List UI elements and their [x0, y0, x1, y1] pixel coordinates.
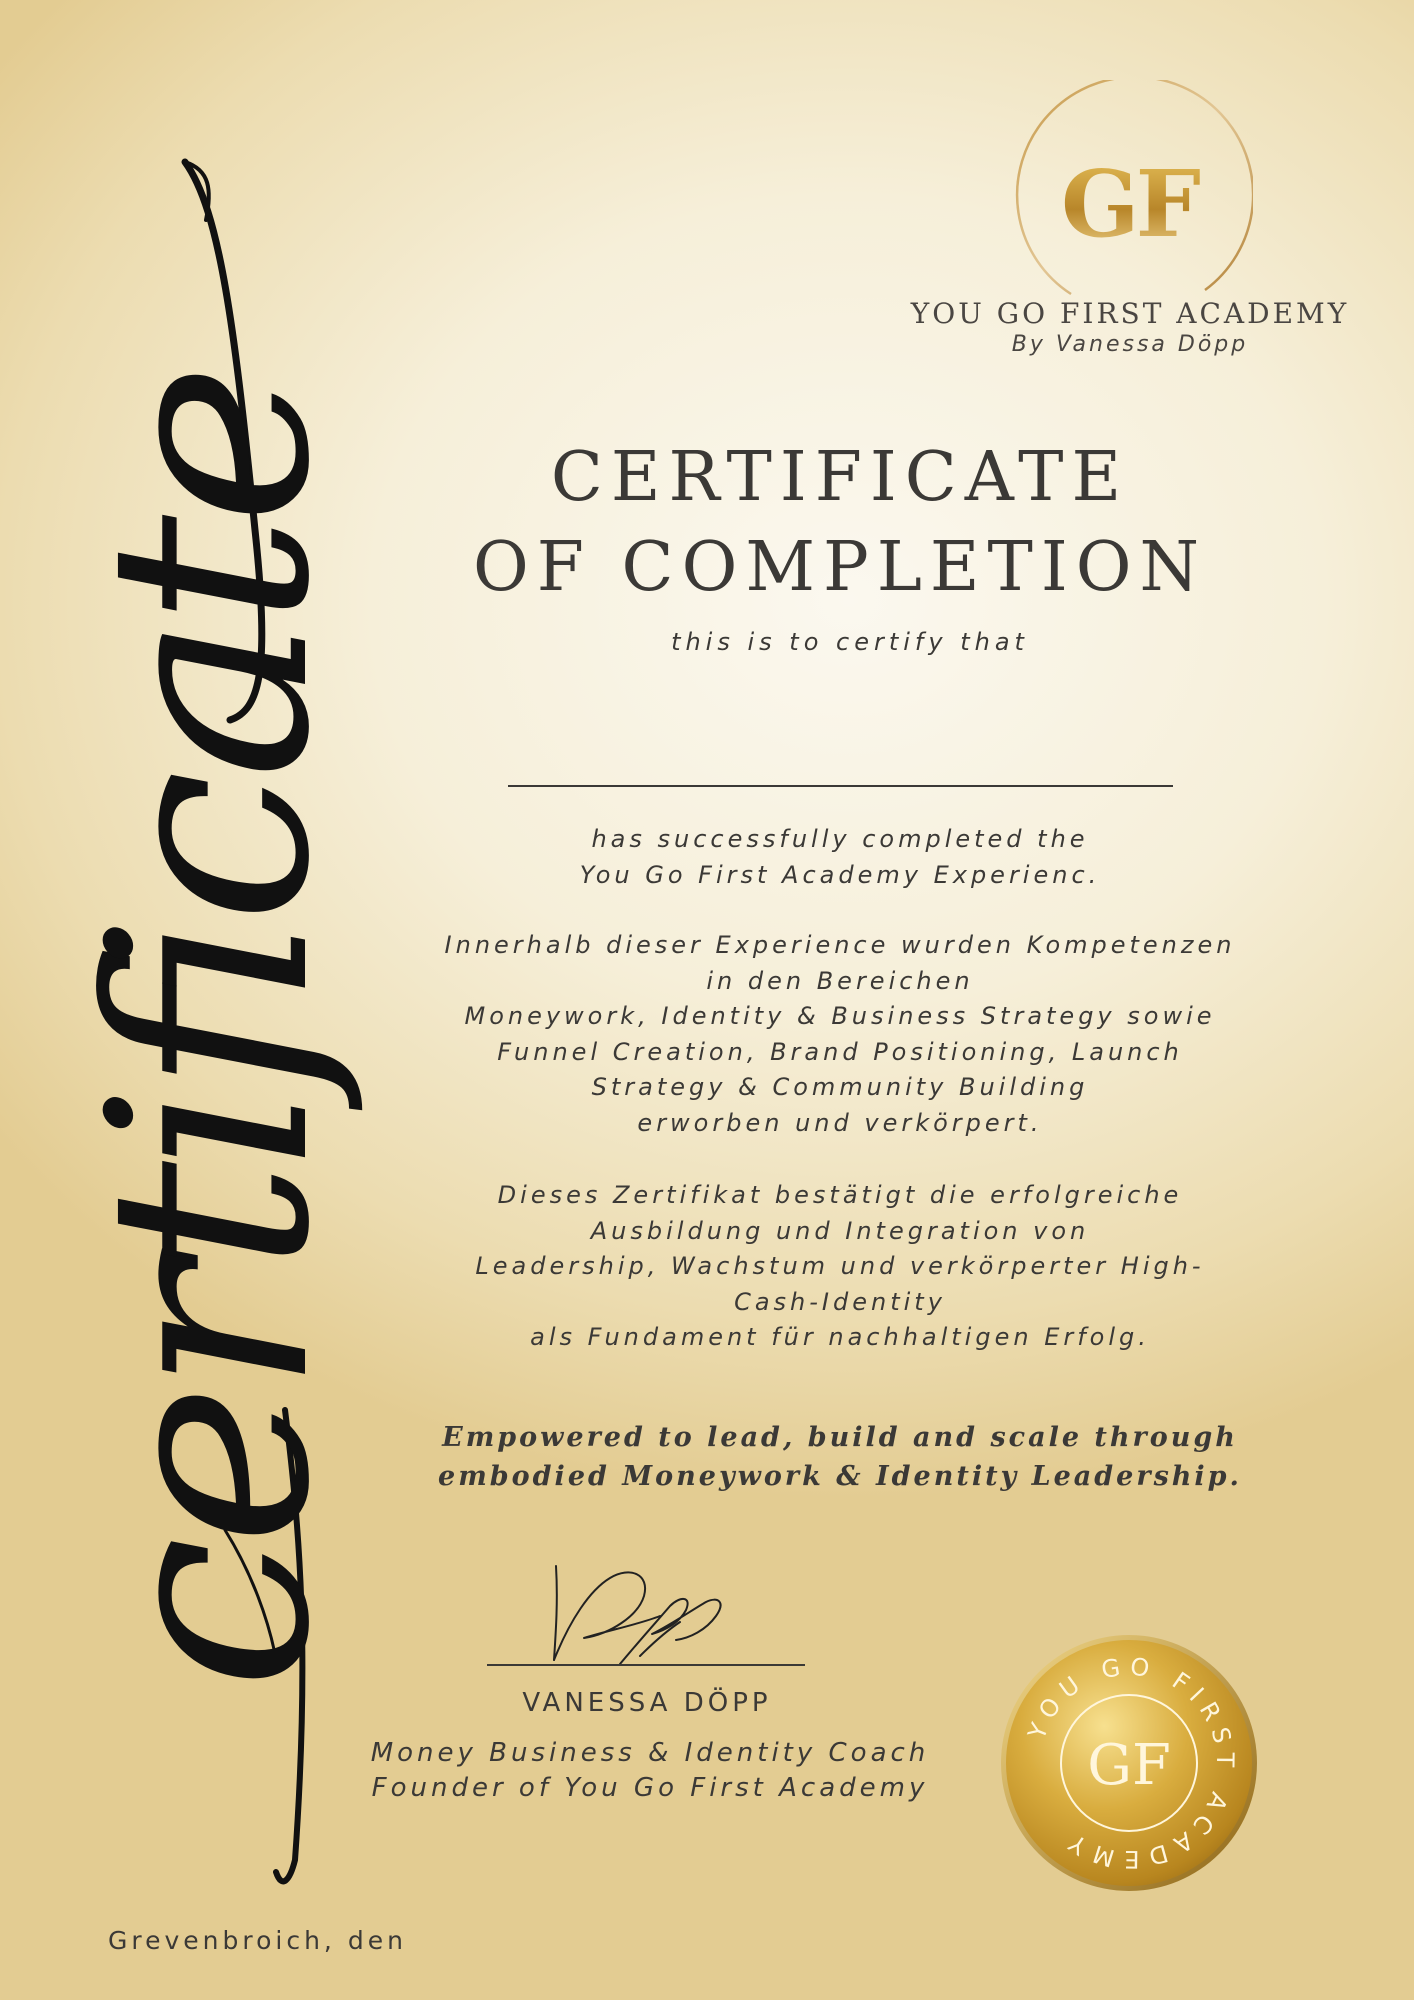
body-line: Cash-Identity: [734, 1287, 946, 1316]
body-line: Funnel Creation, Brand Positioning, Launch: [497, 1037, 1183, 1066]
certificate-script-icon: [20, 150, 380, 1890]
academy-by-line: By Vanessa Döpp: [1011, 332, 1249, 357]
signature-icon: [540, 1560, 750, 1670]
body-line: in den Bereichen: [706, 966, 974, 995]
place-date-line: Grevenbroich, den: [108, 1926, 407, 1955]
body-line: Leadership, Wachstum und verkörperter High-: [475, 1252, 1205, 1280]
body-line: erworben und verkörpert.: [637, 1108, 1043, 1137]
body-line: Ausbildung und Integration von: [590, 1216, 1090, 1245]
empower-statement-line: Empowered to lead, build and scale through: [442, 1422, 1238, 1453]
certify-text: this is to certify that: [671, 628, 1029, 656]
signer-title: Founder of You Go First Academy: [371, 1773, 929, 1803]
academy-name: YOU GO FIRST ACADEMY: [910, 297, 1350, 330]
certificate-subtitle: OF COMPLETION: [473, 528, 1207, 607]
svg-text:YOU GO FIRST ACADEMY: YOU GO FIRST ACADEMY: [1022, 1652, 1240, 1874]
completion-text: [340, 822, 1340, 893]
recipient-name-line: [508, 785, 1173, 787]
body-line: als Fundament für nachhaltigen Erfolg.: [530, 1323, 1150, 1351]
body-line: has successfully completed the: [591, 825, 1089, 853]
signature-line: [487, 1664, 805, 1666]
gold-seal-icon: [998, 1632, 1260, 1894]
svg-text:GF: GF: [1087, 1733, 1171, 1798]
body-line: You Go First Academy Experienc.: [579, 860, 1101, 889]
signer-role: Money Business & Identity Coach: [370, 1738, 930, 1768]
body-line: Strategy & Community Building: [591, 1073, 1089, 1101]
empower-statement-line: embodied Moneywork & Identity Leadership.: [438, 1461, 1242, 1492]
svg-text:certificate: certificate: [50, 372, 370, 1690]
body-line: Moneywork, Identity & Business Strategy sowie: [464, 1002, 1216, 1030]
logo-monogram: GF: [1005, 150, 1253, 258]
signer-name: VANESSA DÖPP: [522, 1688, 772, 1718]
body-line: Innerhalb dieser Experience wurden Kompetenzen: [444, 931, 1236, 959]
certificate-title: CERTIFICATE: [550, 438, 1130, 517]
confirmation-text: [340, 1178, 1340, 1356]
body-line: Dieses Zertifikat bestätigt die erfolgreiche: [497, 1181, 1183, 1209]
competencies-text: [340, 928, 1340, 1141]
